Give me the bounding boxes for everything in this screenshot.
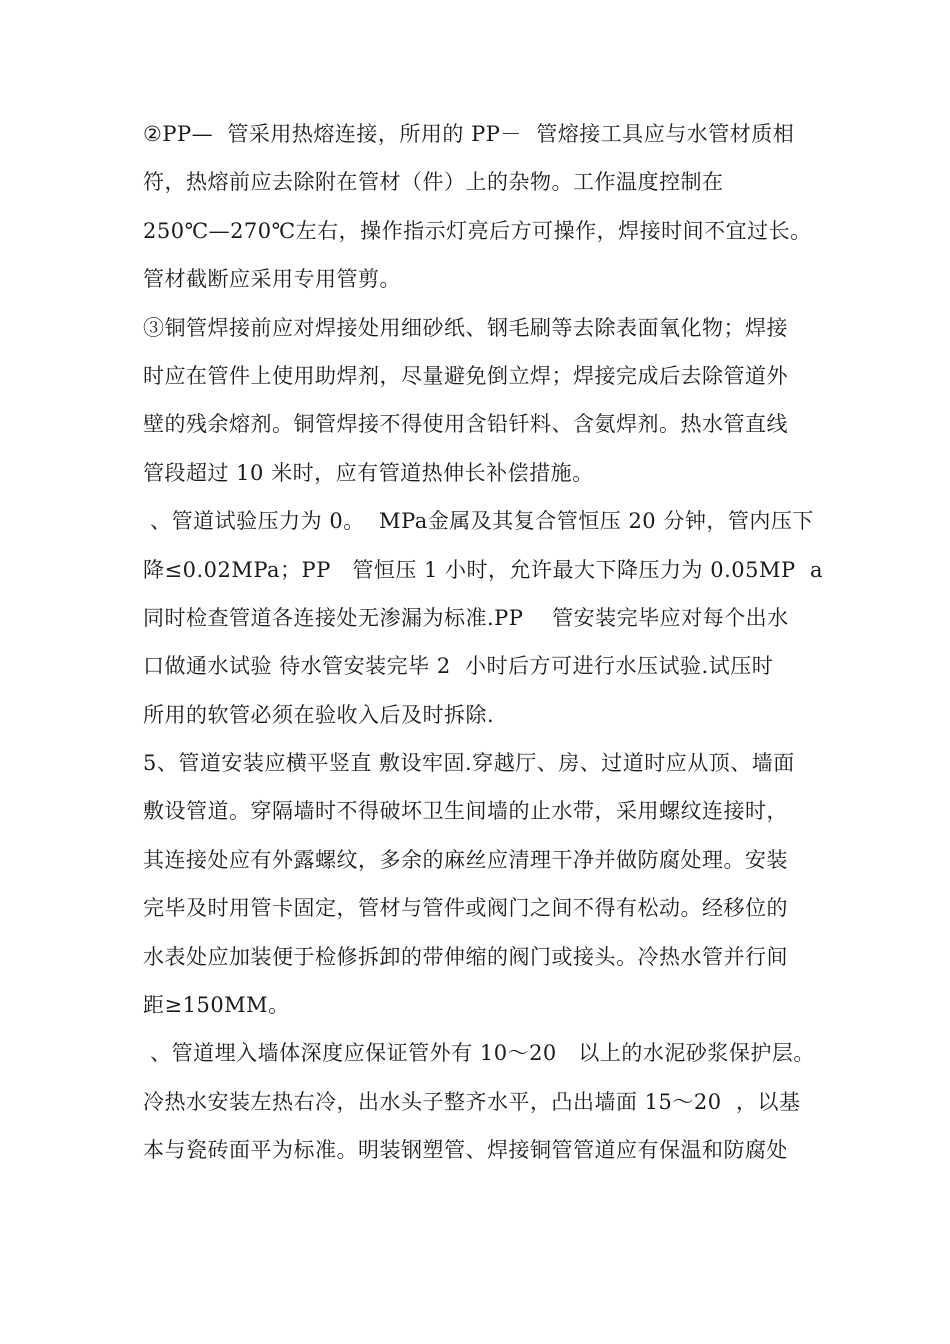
- text-line: 水表处应加装便于检修拆卸的带伸缩的阀门或接头。冷热水管并行间: [143, 944, 788, 969]
- text-line: 同时检查管道各连接处无渗漏为标准.PP 管安装完毕应对每个出水: [143, 605, 789, 630]
- document-body: [143, 110, 833, 1175]
- text-line: 管段超过 10 米时，应有管道热伸长补偿措施。: [143, 460, 594, 485]
- text-line: ②PP— 管采用热熔连接，所用的 PP－ 管熔接工具应与水管材质相: [143, 122, 795, 146]
- text-line: 降≤0.02MPa；PP 管恒压 1 小时，允许最大下降压力为 0.05MP a: [143, 557, 823, 582]
- text-line: 距≥150MM。: [143, 993, 290, 1018]
- text-line: 口做通水试验 待水管安装完毕 2 小时后方可进行水压试验.试压时: [143, 654, 774, 679]
- text-line: 敷设管道。穿隔墙时不得破坏卫生间墙的止水带，采用螺纹连接时，: [143, 799, 788, 824]
- text-line: ③铜管焊接前应对焊接处用细砂纸、钢毛刷等去除表面氧化物；焊接: [143, 315, 788, 340]
- text-line: 5、管道安装应横平竖直 敷设牢固.穿越厅、房、过道时应从顶、墙面: [143, 751, 795, 776]
- text-line: 其连接处应有外露螺纹，多余的麻丝应清理干净并做防腐处理。安装: [143, 847, 788, 872]
- text-line: 本与瓷砖面平为标准。明装钢塑管、焊接铜管管道应有保温和防腐处: [143, 1138, 788, 1163]
- text-line: 所用的软管必须在验收入后及时拆除.: [143, 702, 495, 727]
- text-line: 完毕及时用管卡固定，管材与管件或阀门之间不得有松动。经移位的: [143, 896, 788, 921]
- text-line: 符，热熔前应去除附在管材（件）上的杂物。工作温度控制在: [143, 170, 724, 195]
- text-line: 管材截断应采用专用管剪。: [143, 267, 401, 292]
- text-line: 冷热水安装左热右冷，出水头子整齐水平，凸出墙面 15～20 ，以基: [143, 1089, 801, 1114]
- text-line: 壁的残余熔剂。铜管焊接不得使用含铅钎料、含氨焊剂。热水管直线: [143, 412, 788, 437]
- text-line: 时应在管件上使用助焊剂，尽量避免倒立焊；焊接完成后去除管道外: [143, 363, 788, 388]
- text-line: 、管道埋入墙体深度应保证管外有 10～20 以上的水泥砂浆保护层。: [143, 1041, 815, 1066]
- text-line: 、管道试验压力为 0。 MPa金属及其复合管恒压 20 分钟，管内压下: [143, 509, 814, 534]
- text-line: 250℃—270℃左右，操作指示灯亮后方可操作，焊接时间不宜过长。: [143, 218, 812, 243]
